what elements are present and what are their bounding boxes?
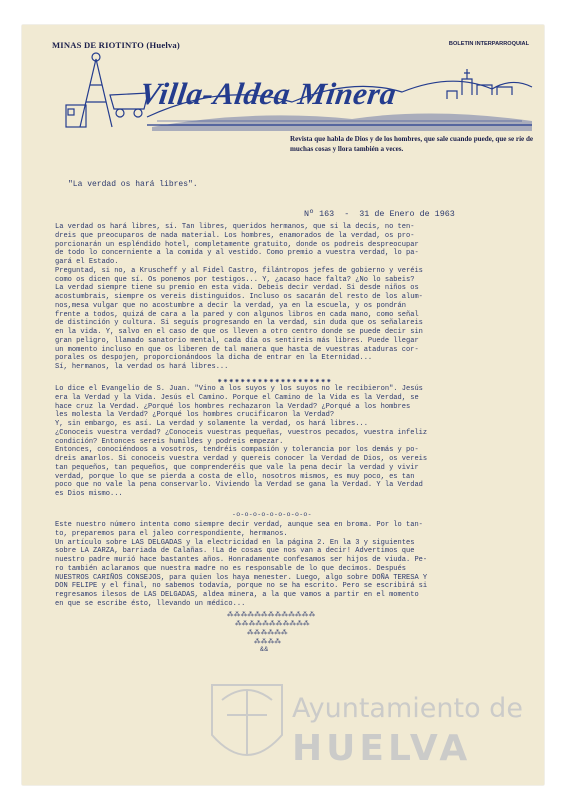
ornament-line-3: ⁂⁂⁂⁂⁂⁂: [247, 629, 288, 636]
ornament-divider-1: ⁕⁕⁕⁕⁕⁕⁕⁕⁕⁕⁕⁕⁕⁕⁕⁕⁕⁕⁕⁕: [217, 378, 332, 385]
ornament-line-2: ⁂⁂⁂⁂⁂⁂⁂⁂⁂⁂⁂: [235, 620, 310, 627]
header-bulletin: BOLETIN INTERPARROQUIAL: [448, 41, 529, 47]
ornament-line-5: &&: [260, 646, 269, 653]
paragraph-1: La verdad os hará libres, sí. Tan libres, queridos hermanos, que si la decís, no ten- dreis que preocuparos de nada material. Los hombres, enamorados de la verdad, os pro- porcionarán un espléndido hotel, completamente gratuito, donde os podreis despreocupar de todo lo concerniente a la comida y al vestido. Como premio a vuestra verdad, lo pa- gará el Estado. Preguntad, si no, a Kruscheff y al Fidel Castro, filántropos jefes de gobierno y veréis como os dicen que sí. Os ponemos por testigos... Y, ¿acaso hace falta? ¿No lo sabeis? La verdad siempre tiene su premio en esta vida. Debeis decir verdad. Si desde niños os acostumbrais, siempre os vereis distinguidos. Incluso os sacarán del resto de los alum- nos,mesa vulgar que no acostumbre a decir la verdad, ya en la escuela, y os pondrán frente a todos, quizá de cara a la pared y con algunos libros en cada mano, como señal de distinción y cultura. Si seguís progresando en la verdad, sin duda que os señalareis en la vida. Y, salvo en el caso de que os lleven a otro centro donde se puede decir sin gran peligro, llamado sanatorio mental, cada día os sentireis más libres. Puede llegar un momento incluso en que os liberen de tal manera que hasta de vuestras ataduras cor- porales os despojen, proporcionándoos la dicha de entrar en la Eternidad... Sí, hermanos, la verdad os hará libres...: [55, 223, 423, 371]
header-location: MINAS DE RIOTINTO (Huelva): [52, 40, 180, 50]
paragraph-3: Este nuestro número intenta como siempre decir verdad, aunque sea en broma. Por lo tan- to, preparemos para el jaleo correspondiente, hermanos. Un artículo sobre LAS DELGADAS y la electricidad en la página 2. En la 3 y siguientes sobre LA ZARZA, barriada de Calañas. !La de cosas que nos van a decir! Advertimos que nuestro padre murió hace bastantes años. Honradamente confesamos ser hijos de viuda. Pe- ro también aclaramos que nuestra madre no es responsable de lo que decimos. Después NUESTROS CARIÑOS CONSEJOS, para quien los haya menester. Luego, algo sobre DOÑA TERESA Y DON FELIPE y el final, no sabemos todavía, porque no se ha escrito. Pero se escribirá si regresamos ilesos de LAS DELGADAS, aldea minera, a la que vamos a partir en el momento en que se escribe ésto, llevando un médico...: [55, 521, 428, 608]
masthead-title: Villa-Aldea Minera: [137, 76, 399, 111]
paragraph-2: Lo dice el Evangelio de S. Juan. "Vino a los suyos y los suyos no le recibieron". Jesús era la Verdad y la Vida. Jesús el Camino. Porque el Camino de la Vida es la Verdad, se hace cruz la Verdad. ¿Porqué los hombres rechazaron la Verdad? ¿Porqué a los hombres les molesta la Verdad? ¿Porqué los hombres crucificaron la Verdad? Y, sin embargo, es así. La verdad y solamente la verdad, os hará libres... ¿Conoceis vuestra verdad? ¿Conoceis vuestras pequeñas, vuestros pecados, vuestra infeliz condición? Entonces sereis humildes y podreis empezar. Entonces, conociéndoos a vosotros, tendréis compasión y tolerancia por los demás y po- dreis amarlos. Si conoceis vuestra verdad y quereis conocer la Verdad de Dios, os vereis tan pequeños, tan pequeños, que comprenderéis que vale la pena decir la verdad y vivir verdad, porque lo que se pierda a costa de ello, nosotros mismos, es muy poco, es tan poco que no vale la pena conservarlo. Viviendo la Verdad se gana la Verdad. Y la Verdad es Dios mismo...: [55, 385, 428, 498]
ornament-line-1: ⁂⁂⁂⁂⁂⁂⁂⁂⁂⁂⁂⁂⁂: [227, 611, 316, 618]
watermark-line-1: Ayuntamiento de: [292, 693, 523, 724]
ornament-divider-2: -o-o-o-o-o-o-o-o-o-: [232, 511, 312, 518]
ornament-line-4: ⁂⁂⁂⁂: [254, 638, 282, 645]
motto: "La verdad os hará libres".: [68, 180, 198, 189]
watermark-line-2: HUELVA: [292, 728, 472, 769]
issue-number-date: Nº 163 - 31 de Enero de 1963: [304, 209, 455, 219]
masthead-subtitle: Revista que habla de Dios y de los hombres, que sale cuando puede, que se ríe de muchas cosas y llora también a veces.: [290, 135, 534, 153]
document-page: [22, 25, 544, 785]
